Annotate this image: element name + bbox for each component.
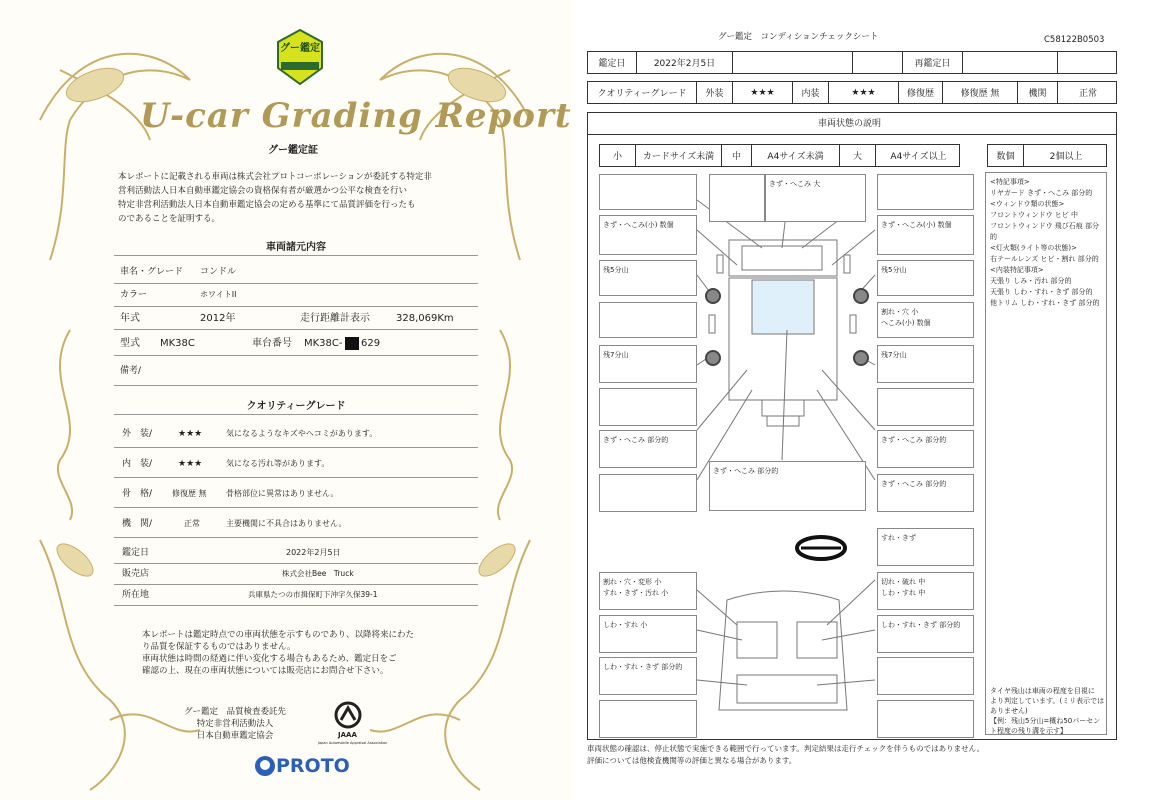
damage-box-l8 [599,474,697,512]
row-year: 年式 2012年 走行距離計表示 328,069Km [114,308,478,330]
damage-box-l5: 残7分山 [599,345,697,383]
row-appraisal-date: 鑑定日 2022年2月5日 [114,544,478,564]
row-name: 車名・グレード コンドル [114,262,478,284]
damage-box-l2: きず・へこみ(小) 数個 [599,215,697,255]
jaaa-logo: JAAA Japan Automobile Appraisal Association [318,700,378,750]
sheet-code: C58122B0503 [1044,35,1105,45]
damage-box-c2: きず・へこみ 大 [765,174,866,222]
grade-exterior: 外 装/ ★★★ 気になるようなキズやヘコミがあります。 [114,422,478,448]
damage-box-r4: 割れ・穴 小 へこみ(小) 数個 [877,302,974,338]
interior-box-l1: 割れ・穴・変形 小 すれ・きず・汚れ 小 [599,572,697,610]
date-row: 鑑定日 2022年2月5日 再鑑定日 [587,51,1117,74]
row-color: カラー ホワイトII [114,285,478,307]
intro-paragraph: 本レポートに記載される車両は株式会社プロトコーポレーションが委託する特定非 営利活動法人日本自動車鑑定協会の資格保有者が厳選かつ公平な検査を行い 特定非営利活動法人日本自動車鑑定協会の定める基準にて品質評価を行ったも のであることを証明する。 [118,172,432,224]
damage-box-r8: きず・へこみ 部分的 [877,474,974,512]
interior-box-l3: しわ・すれ・きず 部分的 [599,657,697,695]
grade-interior: 内 装/ ★★★ 気になる汚れ等があります。 [114,452,478,478]
grading-certificate [0,0,572,800]
size-legend: 小 カードサイズ未満 中 A4サイズ未満 大 A4サイズ以上 [599,144,960,167]
notes-box: <特記事項> リヤガード きず・へこみ 部分的 <ウィンドウ類の状態> フロントウィンドウ ヒビ 中 フロントウィンドウ 飛び石痕 部分的 <灯火類(ライト等の状態)> 右テールレンズ ヒビ・割れ 部分的 <内装特記事項> 天張り しみ・汚れ 部分的 天張り しわ・すれ・きず 部分的 他トリム しわ・すれ・きず 部分的 タイヤ残山は車両の程度を目視に より判定しています。(ミリ表示では ありません) 【例：残山5分山=概ね50パーセン ト程度の残り溝を示す】 [985,172,1107,735]
damage-box-r7: きず・へこみ 部分的 [877,430,974,468]
count-legend: 数個 2個以上 [987,144,1107,167]
quality-row: クオリティーグレード 外装 ★★★ 内装 ★★★ 修復歴 修復歴 無 機関 正常 [587,81,1117,104]
damage-box-l1 [599,174,697,210]
row-address: 所在地 兵庫県たつの市揖保町下沖字久保39-1 [114,586,478,606]
quality-grade-header: クオリティーグレード [246,401,346,412]
damage-box-l7: きず・へこみ 部分的 [599,430,697,468]
inspector-block: グー鑑定 品質検査委託先 特定非営利活動法人 日本自動車鑑定協会 [183,707,286,741]
certificate-title: グー鑑定証 [268,145,318,156]
damage-box-r3: 残5分山 [877,260,974,296]
damage-box-l4 [599,302,697,338]
redacted-block [345,337,359,350]
steering-wheel-icon [797,537,845,559]
damage-box-r5: 残7分山 [877,345,974,383]
vehicle-spec-header: 車両諸元内容 [266,242,326,253]
logo-text: グー鑑定 [280,43,320,54]
footer-note: 本レポートは鑑定時点での車両状態を示すものであり、以降将来にわた り品質を保証するものではありません。 車両状態は時間の経過に伴い変化する場合もあるため、鑑定日をご 確認の上、現在の車両状態については販売店にお問合せ下さい。 [142,630,415,676]
section-title: 車両状態の説明 [818,119,882,129]
interior-box-r4 [877,700,974,738]
interior-box-l4 [599,700,697,738]
interior-box-r1: 切れ・破れ 中 しわ・すれ 中 [877,572,974,610]
row-dealer: 販売店 株式会社Bee Truck [114,565,478,585]
damage-box-l3: 残5分山 [599,260,697,296]
goo-kantei-logo [275,28,325,86]
row-model: 型式 MK38C 車台番号 MK38C- 629 [114,332,478,356]
grade-engine: 機 関/ 正常 主要機関に不具合はありません。 [114,512,478,538]
damage-box-r6 [877,388,974,426]
grade-frame: 骨 格/ 修復歴 無 骨格部位に異常はありません。 [114,482,478,508]
proto-logo: PROTO [254,754,354,778]
interior-box-r2: しわ・すれ・きず 部分的 [877,615,974,653]
tire-note: タイヤ残山は車両の程度を目視に より判定しています。(ミリ表示では ありません) 【例：残山5分山=概ね50パーセン ト程度の残り溝を示す】 [990,687,1105,735]
row-remarks: 備考/ [114,358,478,386]
interior-box-r3 [877,657,974,695]
sheet-footer: 車両状態の確認は、停止状態で実施できる範囲で行っています。判定結果は走行チェックを伴うものではありません。 評価については他検査機関等の評価と異なる場合があります。 [587,744,985,765]
damage-box-c-bottom: きず・へこみ 部分的 [709,461,866,511]
sheet-title: グー鑑定 コンディションチェックシート [718,32,879,42]
damage-box-l6 [599,388,697,426]
damage-box-r1 [877,174,974,210]
interior-box-l2: しわ・すれ 小 [599,615,697,653]
damage-box-c1 [709,174,765,222]
damage-box-r2: きず・へこみ(小) 数個 [877,215,974,255]
report-title: U-car Grading Report [140,96,572,136]
damage-box-wheel: すれ・きず [877,528,974,566]
